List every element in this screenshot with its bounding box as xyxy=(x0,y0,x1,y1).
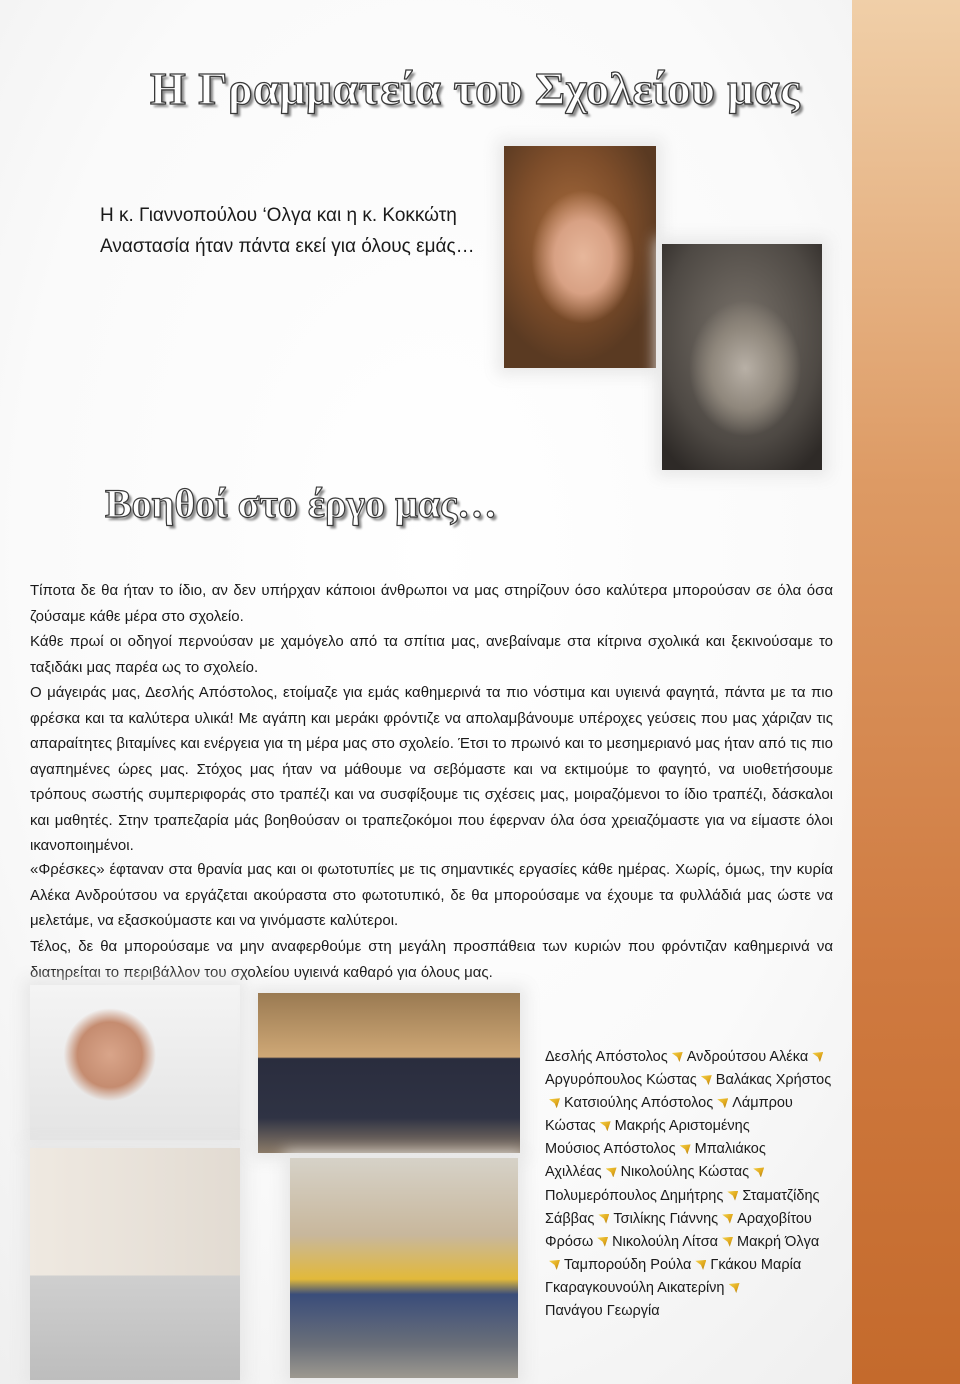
name-line xyxy=(545,1138,853,1161)
name-line xyxy=(545,1254,853,1277)
person-name: Γκάκου Μαρία xyxy=(710,1256,802,1273)
paragraph-4: «Φρέσκες» έφταναν στα θρανία μας και οι φωτοτυπίες με τις σημαντικές εργασίες κάθε ημέρας. Χωρίς, όμως, την κυρία Αλέκα Ανδρούτσου να εργάζεται ακούραστα στο φωτοτυπικό, δε θα μπορούσαμε να έχουμε τα φυλλάδιά μας ώστε να μελετάμε, να εξασκούμαστε και να γινόμαστε καλύτεροι. xyxy=(30,861,833,929)
person-name: Νικολούλη Λίτσα xyxy=(612,1233,719,1250)
section-title: Βοηθοί στο έργο μας… xyxy=(105,481,497,526)
paragraph-1: Τίποτα δε θα ήταν το ίδιο, αν δεν υπήρχαν κάποιοι άνθρωποι να μας στηρίζουν όσο καλύτερα μπορούσαν σε όλα όσα ζούσαμε κάθε μέρα στο σχολείο. xyxy=(30,582,833,625)
person-name: Κώστας xyxy=(545,1118,596,1135)
paragraph-2: Κάθε πρωί οι οδηγοί περνούσαν με χαμόγελο από τα σπίτια μας, ανεβαίναμε στα κίτρινα σχολικά και ξεκινούσαμε το ταξιδάκι μας παρέα ως το σχολείο. xyxy=(30,633,833,676)
photo-secretary-2 xyxy=(662,244,822,470)
paragraph-3: Ο μάγειράς μας, Δεσλής Απόστολος, ετοίμαζε για εμάς καθημερινά τα πιο νόστιμα και υγιεινά φαγητά, πάντα με τα πιο φρέσκα και τα καλύτερα υλικά! Με αγάπη και μεράκι φρόντιζε να απολαμβάνουμε υπέροχες γεύσεις που μας χάριζαν τις απαραίτητες βιταμίνες και ενέργεια για τη μέρα μας στο σχολείο. Έτσι το πρωινό και το μεσημεριανό μας ήταν από τις πιο αγαπημένες ώρες μας. Στόχος μας ήταν να μάθουμε να σεβόμαστε και να εκτιμούμε το φαγητό, να υιοθετήσουμε τρόπους σωστής συμπεριφοράς στο τραπέζι και να συσφίξουμε τις σχέσεις μας, μοιραζόμενοι το ίδιο τραπέζι, δάσκαλοι και μαθητές. Στην τραπεζαρία μάς βοηθούσαν οι τραπεζοκόμοι που έφερναν όλα όσα χρειαζόμαστε για να είμαστε όλοι ικανοποιημένοι. xyxy=(30,684,833,854)
paragraph-5: Τέλος, δε θα μπορούσαμε να μην αναφερθούμε στη μεγάλη προσπάθεια των κυριών που φρόντιζαν καθημερινά να διατηρείται το περιβάλλον του σχολείου υγιεινά καθαρό για όλους μας. xyxy=(30,938,833,981)
star-bullet-icon xyxy=(717,1098,728,1108)
person-name: Αργυρόπουλος Κώστας xyxy=(545,1072,697,1089)
name-line xyxy=(545,1185,853,1208)
name-line xyxy=(545,1069,853,1092)
name-line xyxy=(545,1092,853,1115)
name-line xyxy=(545,1208,853,1231)
person-name: Σάββας xyxy=(545,1210,595,1227)
star-bullet-icon xyxy=(753,1167,764,1177)
star-bullet-icon xyxy=(606,1167,617,1177)
person-name: Ταμπορούδη Ρούλα xyxy=(564,1256,692,1273)
star-bullet-icon xyxy=(695,1260,706,1270)
person-name: Φρόσω xyxy=(545,1233,594,1250)
name-line xyxy=(545,1161,853,1184)
person-name: Αχιλλέας xyxy=(545,1164,602,1181)
photo-bus-drivers xyxy=(290,1158,518,1378)
person-name: Λάμπρου xyxy=(732,1095,793,1112)
person-name: Μούσιος Απόστολος xyxy=(545,1141,676,1158)
helpers-name-list xyxy=(545,1046,853,1323)
photo-cook xyxy=(30,985,240,1140)
star-bullet-icon xyxy=(812,1052,823,1062)
intro-text: Η κ. Γιαννοπούλου ‘Ολγα και η κ. Κοκκώτη Αναστασία ήταν πάντα εκεί για όλους εμάς… xyxy=(100,205,475,257)
star-bullet-icon xyxy=(597,1237,608,1247)
name-line xyxy=(545,1300,853,1323)
person-name: Τσιλίκης Γιάννης xyxy=(613,1210,719,1227)
person-name: Πολυμερόπουλος Δημήτρης xyxy=(545,1187,724,1204)
name-line xyxy=(545,1115,853,1138)
photo-copier xyxy=(30,1148,240,1380)
star-bullet-icon xyxy=(672,1052,683,1062)
star-bullet-icon xyxy=(600,1121,611,1131)
star-bullet-icon xyxy=(729,1283,740,1293)
name-line xyxy=(545,1277,853,1300)
decorative-side-band xyxy=(852,0,960,1384)
name-line xyxy=(545,1231,853,1254)
person-name: Νικολούλης Κώστας xyxy=(620,1164,750,1181)
star-bullet-icon xyxy=(722,1214,733,1224)
star-bullet-icon xyxy=(598,1214,609,1224)
photo-staff-group xyxy=(258,993,520,1153)
person-name: Αραχοβίτου xyxy=(737,1210,812,1227)
person-name: Μπαλιάκος xyxy=(694,1141,766,1158)
star-bullet-icon xyxy=(549,1260,560,1270)
person-name: Κατσιούλης Απόστολος xyxy=(564,1095,714,1112)
star-bullet-icon xyxy=(701,1075,712,1085)
photo-secretary-1 xyxy=(504,146,656,368)
person-name: Μακρής Αριστομένης xyxy=(614,1118,750,1135)
star-bullet-icon xyxy=(680,1144,691,1154)
person-name: Μακρή Όλγα xyxy=(737,1233,820,1250)
person-name: Δεσλής Απόστολος xyxy=(545,1049,668,1065)
person-name: Σταματζίδης xyxy=(742,1187,820,1204)
page-title: Η Γραμματεία του Σχολείου μας xyxy=(150,63,801,114)
person-name: Πανάγου Γεωργία xyxy=(545,1303,660,1320)
person-name: Γκαραγκουνούλη Αικατερίνη xyxy=(545,1279,725,1296)
star-bullet-icon xyxy=(722,1237,733,1247)
person-name: Βαλάκας Χρήστος xyxy=(715,1072,832,1089)
name-line xyxy=(545,1046,853,1069)
star-bullet-icon xyxy=(549,1098,560,1108)
person-name: Ανδρούτσου Αλέκα xyxy=(686,1049,809,1065)
star-bullet-icon xyxy=(727,1191,738,1201)
